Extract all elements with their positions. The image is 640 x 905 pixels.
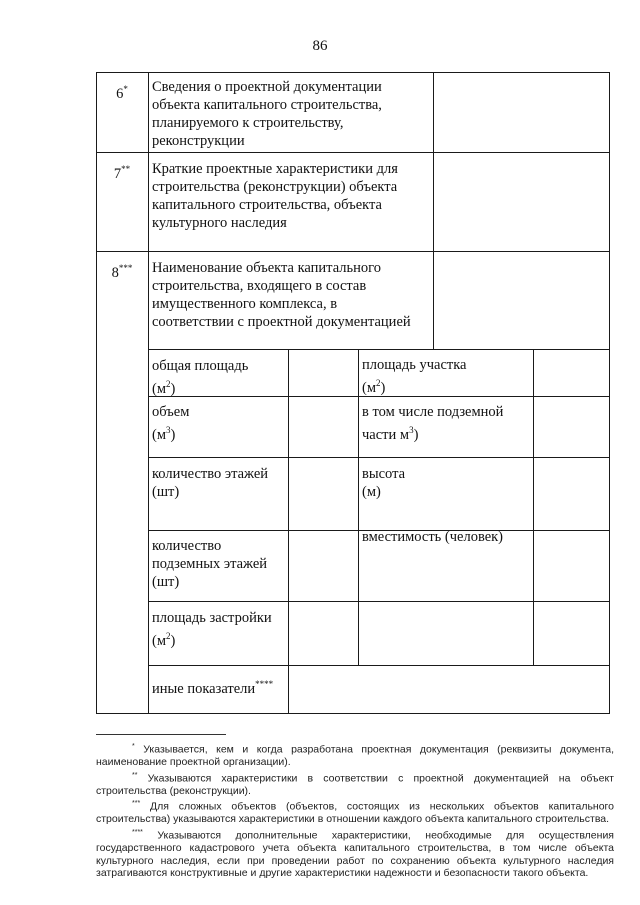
label-underground-floors: количество подземных этажей (шт) xyxy=(152,538,268,590)
form-table xyxy=(96,72,610,714)
label-building-area: площадь застройки $(м^2)$ xyxy=(152,610,272,649)
row-divider xyxy=(148,457,610,458)
label-underground-volume: в том числе подземной части $м^3$) xyxy=(362,404,504,443)
row-divider xyxy=(148,601,610,602)
label-total-area: общая площадь $(м^2)$ xyxy=(152,358,249,397)
footnotes xyxy=(96,741,614,881)
row-divider xyxy=(148,665,610,666)
footnote-3: *** Для сложных объектов (объектов, состоящих из нескольких объектов капитального строительства) указываются характеристики в отношении каждого объекта капитального строительства. xyxy=(96,800,614,826)
label-floor-count: количество этажей (шт) xyxy=(152,466,269,500)
row-number-6: 6* xyxy=(116,84,128,102)
footnote-separator xyxy=(96,734,226,735)
footnote-4: **** Указываются дополнительные характеристики, необходимые для осуществления государственного кадастрового учета объекта капитального строительства, в том числе объекта культурного наследия, если при проведении работ по сохранению объекта культурного наследия затрагиваются конструктивные и другие характеристики надежности и безопасности такого объекта. xyxy=(96,829,614,880)
grid-column-divider xyxy=(358,349,359,666)
label-site-area: площадь участка $(м^2)$ xyxy=(362,357,467,396)
table-border-top xyxy=(96,72,610,73)
row-label-6: Сведения о проектной документации объекта капитального строительства, планируемого к строительству, реконструкции xyxy=(152,79,382,149)
grid-column-divider xyxy=(533,349,534,666)
label-volume: объем $(м^3)$ xyxy=(152,404,190,443)
row-divider xyxy=(96,152,610,153)
number-column-divider xyxy=(148,72,149,714)
row-divider xyxy=(96,251,610,252)
table-border-left xyxy=(96,72,97,714)
row-divider xyxy=(148,349,610,350)
grid-column-divider xyxy=(288,349,289,714)
label-capacity: вместимость (человек) xyxy=(362,529,504,545)
table-border-right xyxy=(609,72,610,714)
value-column-divider xyxy=(433,72,434,349)
label-other-indicators: иные показатели**** xyxy=(152,679,274,697)
footnote-2: ** Указываются характеристики в соответствии с проектной документацией на объект строительства (реконструкции). xyxy=(96,771,614,797)
page-number: 86 xyxy=(312,38,328,54)
row-number-8: 8*** xyxy=(111,263,133,281)
row-label-7: Краткие проектные характеристики для строительства (реконструкции) объекта капитального строительства, объекта культурного наследия xyxy=(152,161,398,231)
row-number-7: 7** xyxy=(113,164,131,182)
row-label-8: Наименование объекта капитального строительства, входящего в состав имущественного комплекса, в соответствии с проектной документацией xyxy=(152,260,411,330)
footnote-1: * Указывается, кем и когда разработана проектная документация (реквизиты документа, наименование проектной организации). xyxy=(96,743,614,769)
label-height: высота (м) xyxy=(362,466,406,500)
table-border-bottom xyxy=(96,713,610,714)
